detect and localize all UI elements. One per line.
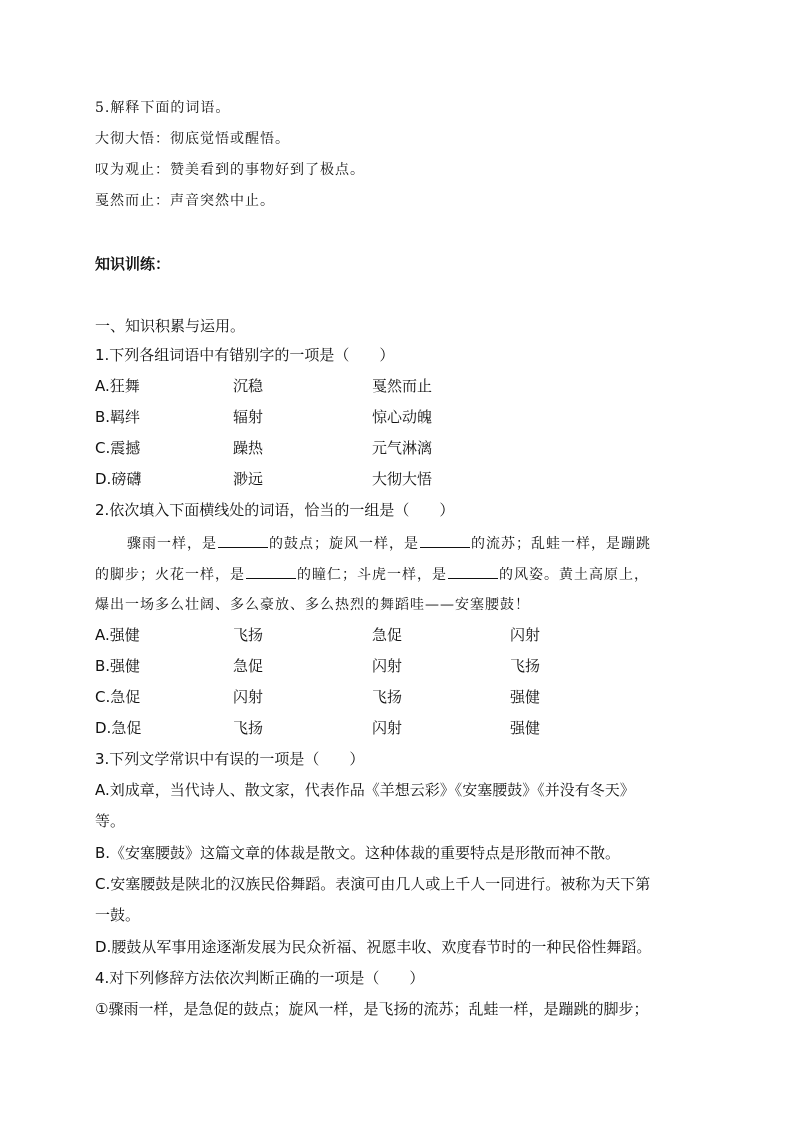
q2-option-c-2: 闪射: [233, 688, 264, 706]
q1-option-c-2: 躁热: [233, 439, 264, 457]
q2-option-d-2: 飞扬: [233, 719, 264, 737]
section-title: 知识训练：: [95, 255, 171, 273]
q1-option-c-1: C.震撼: [95, 439, 141, 457]
q3-option-c-line-1: C.安塞腰鼓是陕北的汉族民俗舞蹈。表演可由几人或上千人一同进行。被称为天下第: [95, 875, 651, 893]
q3-option-d: D.腰鼓从军事用途逐渐发展为民众祈福、祝愿丰收、欢度春节时的一种民俗性舞蹈。: [95, 938, 652, 956]
q2-option-c-1: C.急促: [95, 688, 141, 706]
q2-passage-line-1: [127, 533, 651, 554]
q2-option-c-4: 强健: [510, 688, 541, 706]
q2-option-d-3: 闪射: [372, 719, 403, 737]
q4-item-1: ①骤雨一样，是急促的鼓点；旋风一样，是飞扬的流苏；乱蛙一样，是蹦跳的脚步；: [95, 1000, 649, 1018]
q1-option-b-1: B.羁绊: [95, 408, 141, 426]
q5-item-3: 戛然而止：声音突然中止。: [95, 193, 275, 209]
q2-option-c-3: 飞扬: [372, 688, 403, 706]
q2-option-b-3: 闪射: [372, 657, 403, 675]
q3-stem: 3.下列文学常识中有误的一项是（ ）: [95, 750, 365, 768]
q2-option-a-3: 急促: [372, 626, 403, 644]
q3-option-a-line-2: 等。: [95, 812, 126, 830]
q2-passage-text-5: 的瞳仁；斗虎一样，是: [297, 567, 447, 583]
q5-item-1: 大彻大悟：彻底觉悟或醒悟。: [95, 131, 290, 147]
q3-option-b: B.《安塞腰鼓》这篇文章的体裁是散文。这种体裁的重要特点是形散而神不散。: [95, 844, 621, 862]
q1-option-d-2: 渺远: [233, 470, 264, 488]
q2-passage-line-2: [95, 564, 649, 585]
q1-option-b-2: 辐射: [233, 408, 264, 426]
q3-option-c-line-2: 一鼓。: [95, 906, 141, 924]
q1-option-c-3: 元气淋漓: [372, 439, 433, 457]
part-title: 一、知识积累与运用。: [95, 317, 246, 335]
q2-blank-4: [448, 564, 498, 579]
q2-blank-3: [246, 564, 296, 579]
q2-blank-2: [420, 533, 470, 548]
q5-item-2: 叹为观止：赞美看到的事物好到了极点。: [95, 162, 365, 178]
q2-passage-text-1: 骤雨一样，是: [127, 536, 217, 552]
q1-option-a-3: 戛然而止: [372, 377, 433, 395]
q1-option-d-3: 大彻大悟: [372, 470, 433, 488]
q2-option-d-1: D.急促: [95, 719, 142, 737]
q2-blank-1: [218, 533, 268, 548]
q2-passage-line-3: 爆出一场多么壮阔、多么豪放、多么热烈的舞蹈哇——安塞腰鼓！: [95, 597, 530, 613]
q1-stem: 1.下列各组词语中有错别字的一项是（ ）: [95, 346, 395, 364]
q2-option-d-4: 强健: [510, 719, 541, 737]
q5-title: 5.解释下面的词语。: [95, 100, 231, 116]
q1-option-b-3: 惊心动魄: [372, 408, 433, 426]
q1-option-d-1: D.磅礴: [95, 470, 142, 488]
q4-stem: 4.对下列修辞方法依次判断正确的一项是（ ）: [95, 969, 425, 987]
q2-option-a-4: 闪射: [510, 626, 541, 644]
q2-option-b-4: 飞扬: [510, 657, 541, 675]
q2-stem: 2.依次填入下面横线处的词语，恰当的一组是（ ）: [95, 501, 455, 519]
q3-option-a-line-1: A.刘成章，当代诗人、散文家，代表作品《羊想云彩》《安塞腰鼓》《并没有冬天》: [95, 781, 635, 799]
q2-passage-text-4: 的脚步；火花一样，是: [95, 567, 245, 583]
q2-passage-text-6: 的风姿。黄土高原上，: [499, 567, 649, 583]
q1-option-a-2: 沉稳: [233, 377, 264, 395]
q2-option-b-2: 急促: [233, 657, 264, 675]
q2-option-a-1: A.强健: [95, 626, 140, 644]
q2-passage-text-3: 的流苏；乱蛙一样，是蹦跳: [471, 536, 651, 552]
q2-option-a-2: 飞扬: [233, 626, 264, 644]
q2-option-b-1: B.强健: [95, 657, 141, 675]
q2-passage-text-2: 的鼓点；旋风一样，是: [269, 536, 419, 552]
q1-option-a-1: A.狂舞: [95, 377, 140, 395]
